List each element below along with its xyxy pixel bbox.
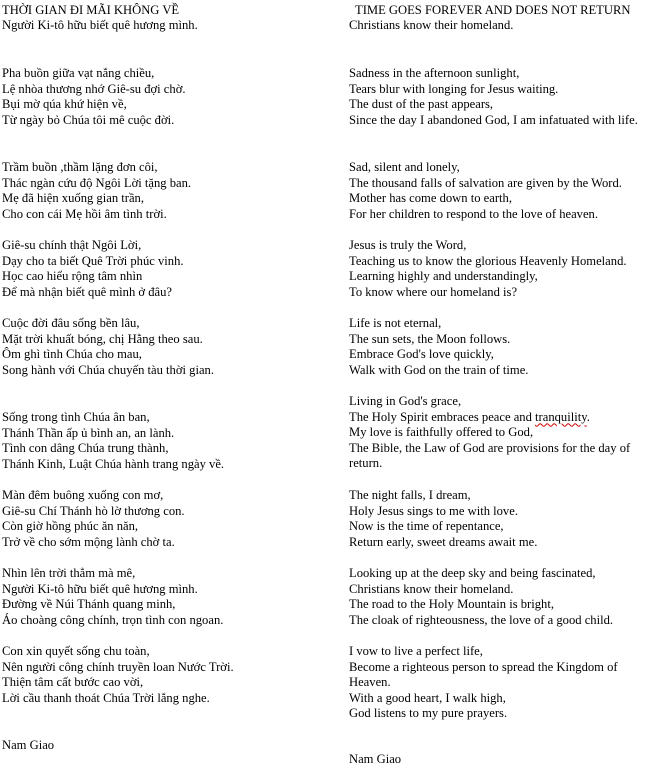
poem-line: To know where our homeland is?	[349, 284, 518, 299]
poem-line: Pha buồn giữa vạt nắng chiều,	[2, 66, 155, 80]
english-stanza-8	[349, 644, 651, 722]
poem-line: Since the day I abandoned God, I am infatuated with life.	[349, 112, 638, 127]
poem-line: Living in God's grace,	[349, 394, 462, 408]
poem-line: Học cao hiểu rộng tâm nhìn	[2, 269, 143, 284]
poem-line: Mother has come down to earth,	[349, 191, 512, 206]
poem-line: The thousand falls of salvation are given by the Word.	[349, 175, 622, 190]
poem-line: Mặt trời khuất bóng, chị Hằng theo sau.	[2, 331, 203, 346]
poem-line: My love is faithfully offered to God,	[349, 425, 534, 440]
english-subtitle: Christians know their homeland.	[349, 18, 514, 32]
poem-line: Ôm ghì tình Chúa cho mau,	[2, 347, 142, 362]
poem-line: Tình con dâng Chúa trung thành,	[2, 441, 169, 456]
vietnamese-title: THỜI GIAN ĐI MÃI KHÔNG VỀ	[2, 3, 180, 17]
poem-line: Looking up at the deep sky and being fascinated,	[349, 566, 596, 580]
poem-line: Dạy cho ta biết Quê Trời phúc vinh.	[2, 253, 184, 268]
poem-line-text: The Holy Spirit embraces peace and	[349, 409, 536, 424]
vietnamese-stanza-7	[2, 566, 337, 628]
poem-line: Trở về cho sớm mộng lành chờ ta.	[2, 534, 175, 549]
vietnamese-stanza-6	[2, 488, 337, 550]
poem-line: Teaching us to know the glorious Heavenly Homeland.	[349, 253, 627, 268]
english-stanza-1	[349, 66, 651, 128]
english-stanza-4	[349, 316, 651, 378]
poem-line: Sống trong tình Chúa ân ban,	[2, 410, 150, 424]
poem-line: Giê-su chính thật Ngôi Lời,	[2, 238, 142, 252]
poem-line: The dust of the past appears,	[349, 97, 494, 112]
english-stanza-6	[349, 488, 651, 550]
poem-line: Nhìn lên trời thẳm mà mê,	[2, 566, 136, 580]
poem-line: Tears blur with longing for Jesus waiting.	[349, 81, 559, 96]
poem-line: The cloak of righteousness, the love of a good child.	[349, 612, 614, 627]
poem-line: Từ ngày bỏ Chúa tôi mê cuộc đời.	[2, 112, 175, 127]
poem-line: Now is the time of repentance,	[349, 519, 504, 534]
english-title: TIME GOES FOREVER AND DOES NOT RETURN	[355, 3, 631, 17]
poem-line: Cho con cái Mẹ hồi âm tình trời.	[2, 206, 167, 221]
poem-line: Thiện tâm cất bước cao vời,	[2, 675, 144, 690]
poem-line: Giê-su Chí Thánh hò lờ thương con.	[2, 503, 185, 518]
poem-line: Learning highly and understandingly,	[349, 269, 538, 284]
poem-line: Life is not eternal,	[349, 316, 442, 330]
poem-line: God listens to my pure prayers.	[349, 706, 508, 721]
vietnamese-stanza-3	[2, 238, 337, 300]
poem-line	[349, 410, 651, 426]
english-stanza-5	[349, 394, 651, 472]
poem-line: Sad, silent and lonely,	[349, 160, 460, 174]
poem-line: Christians know their homeland.	[349, 581, 514, 596]
poem-line: Walk with God on the train of time.	[349, 362, 529, 377]
vietnamese-stanza-4	[2, 316, 337, 378]
poem-line: The Bible, the Law of God are provisions for the day of return.	[349, 440, 631, 471]
poem-line: Mẹ đã hiện xuống gian trần,	[2, 191, 144, 206]
poem-line: The road to the Holy Mountain is bright,	[349, 597, 554, 612]
poem-line: I vow to live a perfect life,	[349, 644, 483, 658]
poem-line: Lệ nhòa thương nhớ Giê-su đợi chờ.	[2, 81, 186, 96]
english-stanza-2	[349, 160, 651, 222]
poem-line: Jesus is truly the Word,	[349, 238, 467, 252]
poem-line: Nên người công chính truyền loan Nước Trời.	[2, 659, 234, 674]
poem-line: Trầm buồn ,thầm lặng đơn côi,	[2, 160, 158, 174]
poem-line: Để mà nhận biết quê mình ở đâu?	[2, 284, 172, 299]
vietnamese-subtitle: Người Ki-tô hữu biết quê hương mình.	[2, 18, 198, 32]
english-stanza-3	[349, 238, 651, 300]
poem-line: The night falls, I dream,	[349, 488, 471, 502]
vietnamese-stanza-1	[2, 66, 337, 128]
poem-line: Become a righteous person to spread the Kingdom of Heaven.	[349, 659, 618, 690]
spellcheck-flagged-word: tranquility	[535, 409, 587, 424]
poem-line: Holy Jesus sings to me with love.	[349, 503, 518, 518]
poem-line: Người Ki-tô hữu biết quê hương mình.	[2, 581, 198, 596]
poem-line: Đường về Núi Thánh quang minh,	[2, 597, 176, 612]
poem-line: Lời cầu thanh thoát Chúa Trời lắng nghe.	[2, 690, 210, 705]
poem-line: Cuộc đời đâu sống bền lâu,	[2, 316, 140, 330]
poem-line: Màn đêm buông xuống con mơ,	[2, 488, 164, 502]
poem-line: Bụi mờ qúa khứ hiện về,	[2, 97, 127, 112]
poem-line: Return early, sweet dreams await me.	[349, 534, 538, 549]
vietnamese-stanza-8	[2, 644, 337, 706]
vietnamese-stanza-5	[2, 410, 337, 472]
poem-line: Song hành với Chúa chuyến tàu thời gian.	[2, 362, 214, 377]
poem-line: The sun sets, the Moon follows.	[349, 331, 511, 346]
poem-line: Thánh Thần ấp ủ bình an, an lành.	[2, 425, 175, 440]
poem-line: Con xin quyết sống chu toàn,	[2, 644, 150, 658]
poem-line: Sadness in the afternoon sunlight,	[349, 66, 520, 80]
poem-line: With a good heart, I walk high,	[349, 690, 506, 705]
poem-line-punctuation: .	[586, 409, 590, 424]
poem-line: Thánh Kinh, Luật Chúa hành trang ngày về.	[2, 456, 225, 471]
vietnamese-author: Nam Giao	[2, 738, 55, 752]
english-author: Nam Giao	[349, 752, 402, 766]
poem-line: Embrace God's love quickly,	[349, 347, 494, 362]
poem-line: For her children to respond to the love of heaven.	[349, 206, 599, 221]
vietnamese-stanza-2	[2, 160, 337, 222]
poem-line: Còn giờ hồng phúc ăn năn,	[2, 519, 139, 534]
english-stanza-7	[349, 566, 651, 628]
poem-line: Áo choàng công chính, trọn tình con ngoan.	[2, 612, 224, 627]
poem-line: Thác ngàn cứu độ Ngôi Lời tặng ban.	[2, 175, 192, 190]
